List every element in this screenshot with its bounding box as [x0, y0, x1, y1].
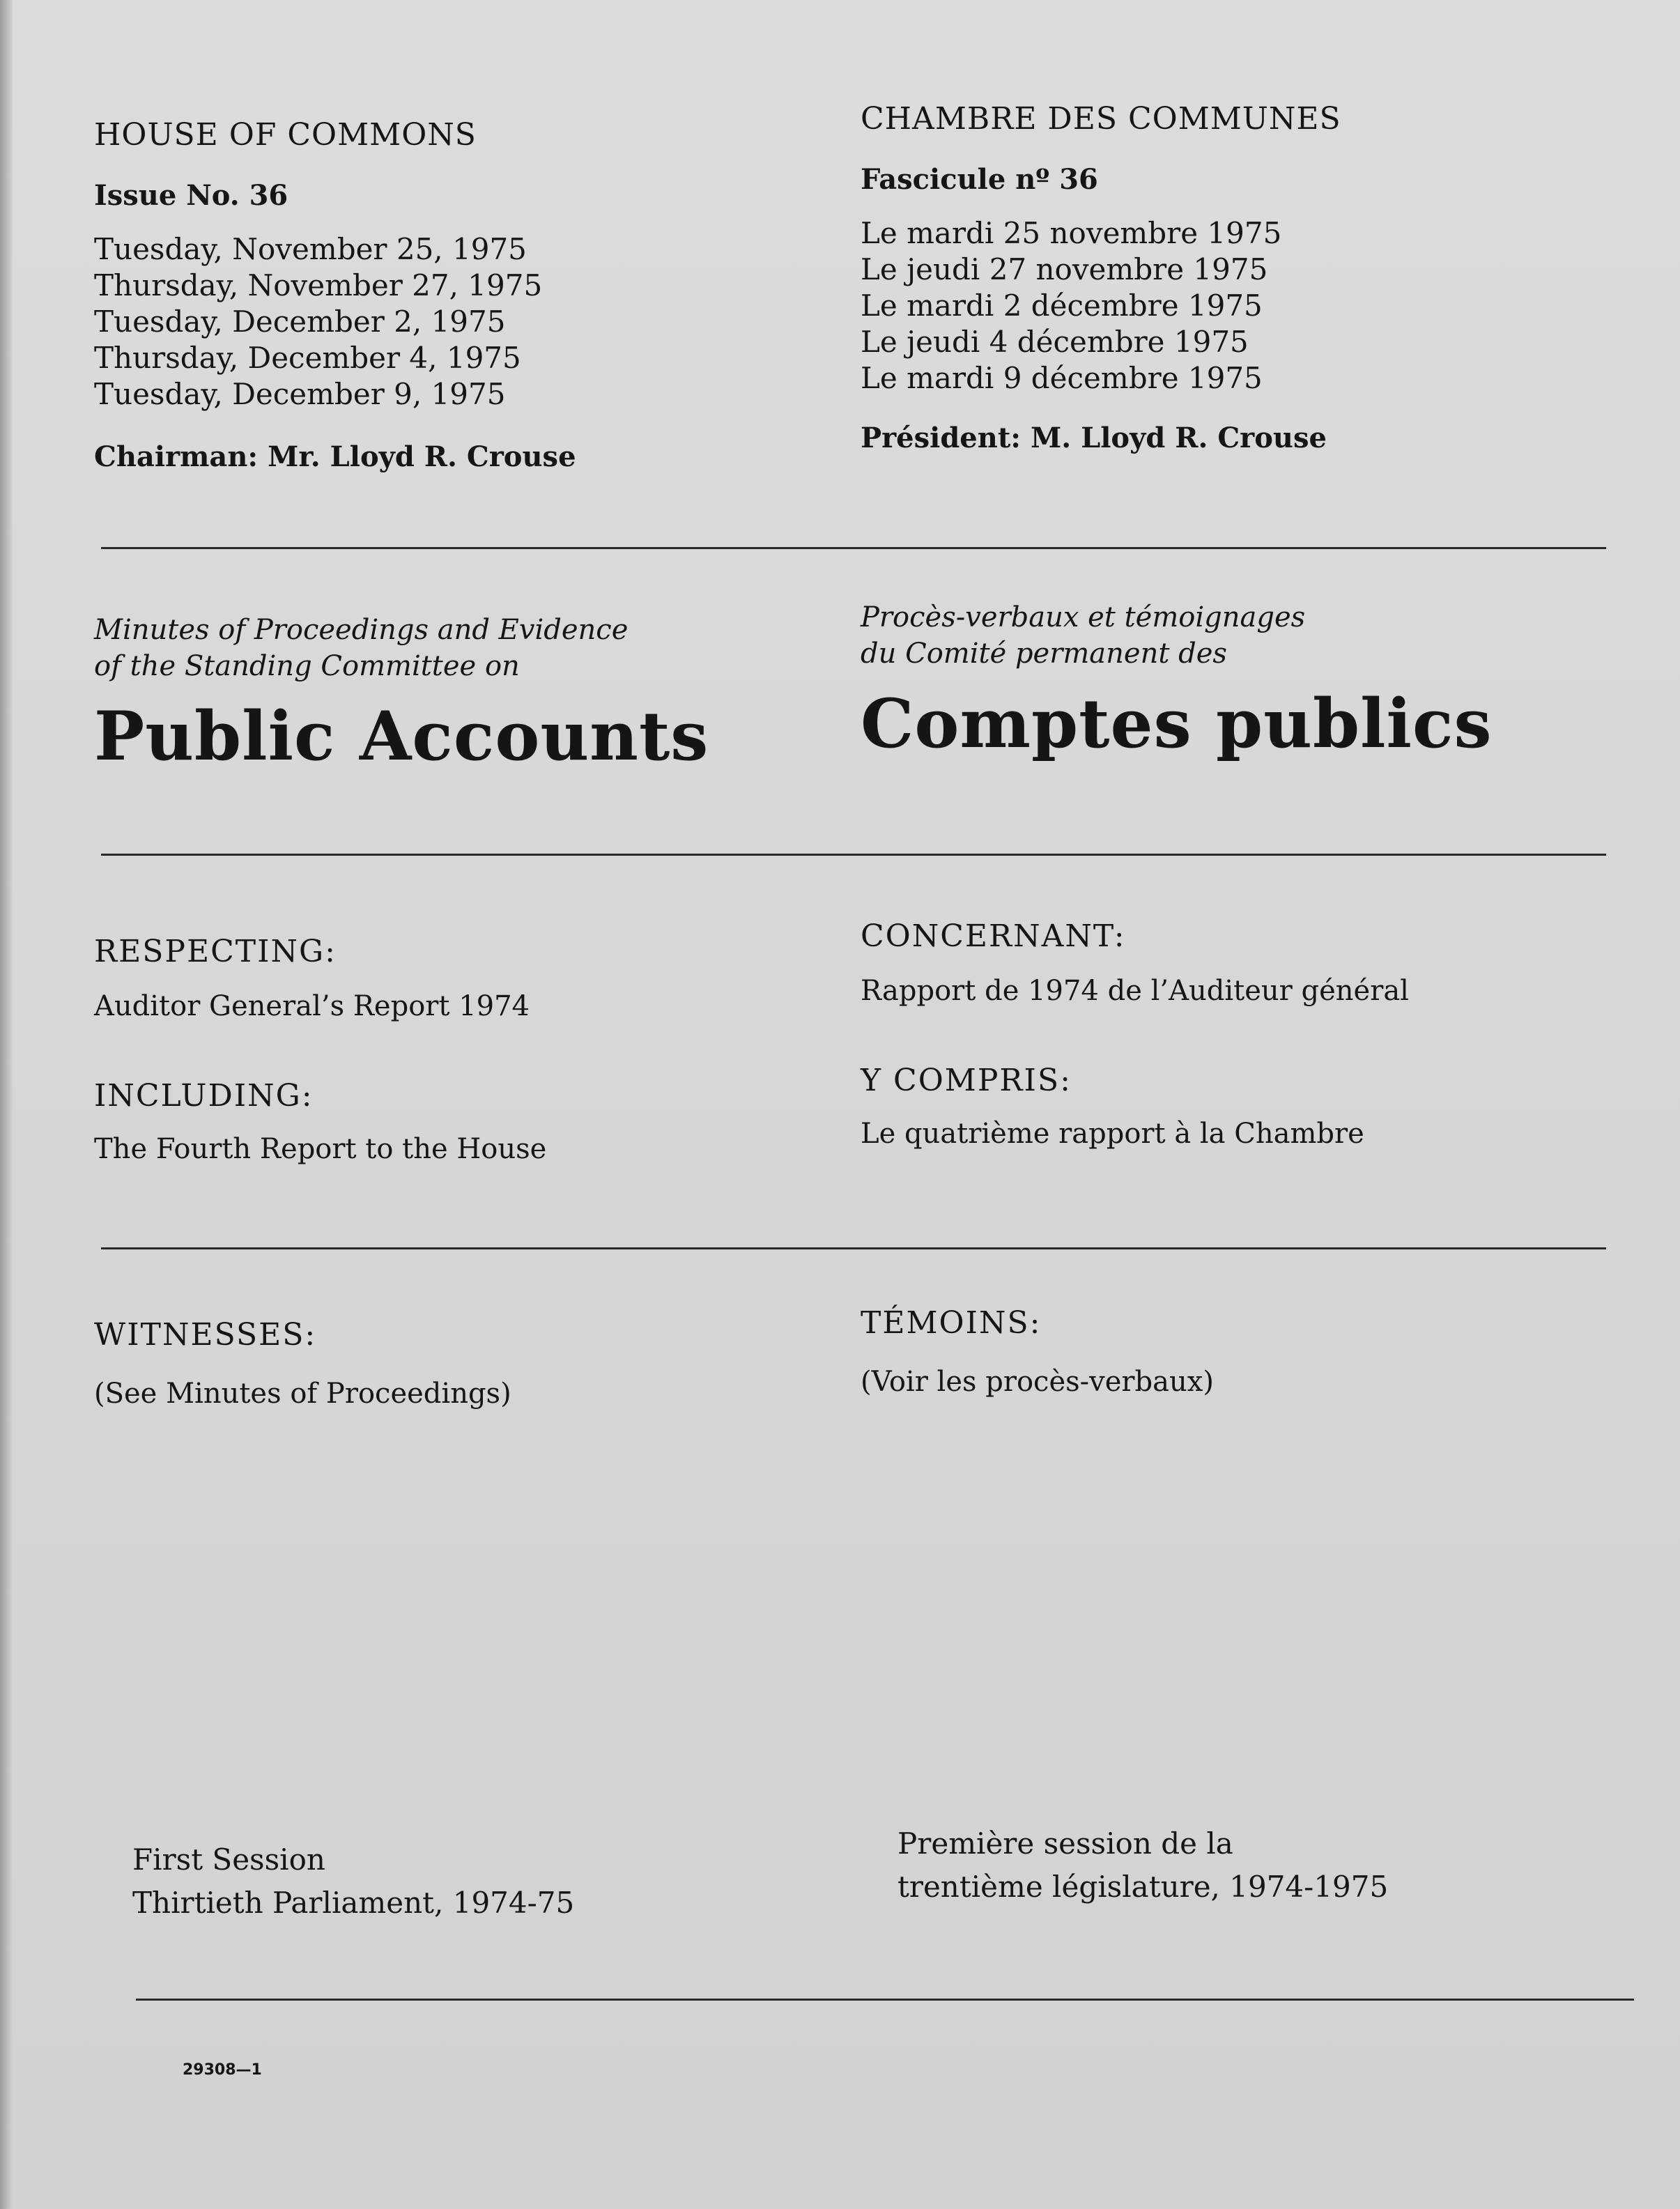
sitting-date: Le jeudi 4 décembre 1975	[861, 325, 1249, 359]
committee-title-en: Public Accounts	[94, 697, 709, 776]
respecting-label: RESPECTING:	[94, 934, 337, 969]
including-label: INCLUDING:	[94, 1078, 314, 1114]
witnesses-block-fr	[861, 1305, 1627, 1398]
sitting-dates-fr	[861, 215, 1627, 397]
sitting-date: Le mardi 9 décembre 1975	[861, 361, 1263, 395]
sitting-date: Le jeudi 27 novembre 1975	[861, 252, 1268, 286]
chairman-en: Chairman: Mr. Lloyd R. Crouse	[94, 440, 576, 473]
sitting-date: Thursday, December 4, 1975	[94, 341, 521, 375]
print-code: 29308—1	[183, 2061, 262, 2079]
sitting-date: Le mardi 25 novembre 1975	[861, 216, 1282, 250]
divider-rule	[101, 854, 1606, 856]
committee-block-fr	[861, 599, 1627, 763]
subject-block-fr	[861, 918, 1627, 1150]
chairman-fr: Président: M. Lloyd R. Crouse	[861, 422, 1327, 454]
session-line: Première session de la	[897, 1826, 1233, 1861]
witnesses-label: WITNESSES:	[94, 1317, 317, 1353]
house-title-en: HOUSE OF COMMONS	[94, 117, 477, 153]
witnesses-text-fr: (Voir les procès-verbaux)	[861, 1366, 1214, 1398]
divider-rule	[101, 547, 1606, 549]
committee-title-fr: Comptes publics	[861, 684, 1493, 763]
witnesses-block-en	[94, 1317, 826, 1410]
sitting-dates-en	[94, 231, 826, 413]
sitting-date: Le mardi 2 décembre 1975	[861, 288, 1263, 323]
divider-rule	[136, 1999, 1634, 2001]
issue-number-en: Issue No. 36	[94, 179, 288, 212]
sitting-date: Tuesday, November 25, 1975	[94, 232, 527, 266]
minutes-line-en: of the Standing Committee on	[94, 650, 520, 682]
session-block-fr	[897, 1822, 1664, 1909]
minutes-line-fr: Procès-verbaux et témoignages	[861, 601, 1306, 633]
witnesses-text: (See Minutes of Proceedings)	[94, 1378, 511, 1410]
page-edge-shadow	[0, 0, 13, 2209]
sitting-date: Tuesday, December 9, 1975	[94, 377, 506, 411]
respecting-text: Auditor General’s Report 1974	[94, 990, 530, 1022]
session-block-en	[132, 1838, 864, 1925]
sitting-date: Thursday, November 27, 1975	[94, 268, 543, 302]
including-text: The Fourth Report to the House	[94, 1133, 547, 1165]
subject-block-en	[94, 934, 826, 1165]
respecting-label-fr: CONCERNANT:	[861, 918, 1126, 954]
minutes-line-fr: du Comité permanent des	[861, 638, 1227, 670]
minutes-line-en: Minutes of Proceedings and Evidence	[94, 614, 629, 646]
house-title-fr: CHAMBRE DES COMMUNES	[861, 101, 1341, 137]
respecting-text-fr: Rapport de 1974 de l’Auditeur général	[861, 975, 1409, 1007]
including-text-fr: Le quatrième rapport à la Chambre	[861, 1118, 1364, 1150]
committee-block-en	[94, 612, 826, 776]
session-line: trentième législature, 1974-1975	[897, 1870, 1389, 1904]
english-header	[94, 117, 826, 473]
divider-rule	[101, 1247, 1606, 1249]
witnesses-label-fr: TÉMOINS:	[861, 1305, 1042, 1341]
including-label-fr: Y COMPRIS:	[861, 1063, 1072, 1098]
issue-number-fr: Fascicule nº 36	[861, 163, 1098, 196]
sitting-date: Tuesday, December 2, 1975	[94, 305, 506, 339]
session-line: First Session	[132, 1842, 325, 1877]
session-line: Thirtieth Parliament, 1974-75	[132, 1886, 575, 1920]
french-header	[861, 101, 1627, 454]
